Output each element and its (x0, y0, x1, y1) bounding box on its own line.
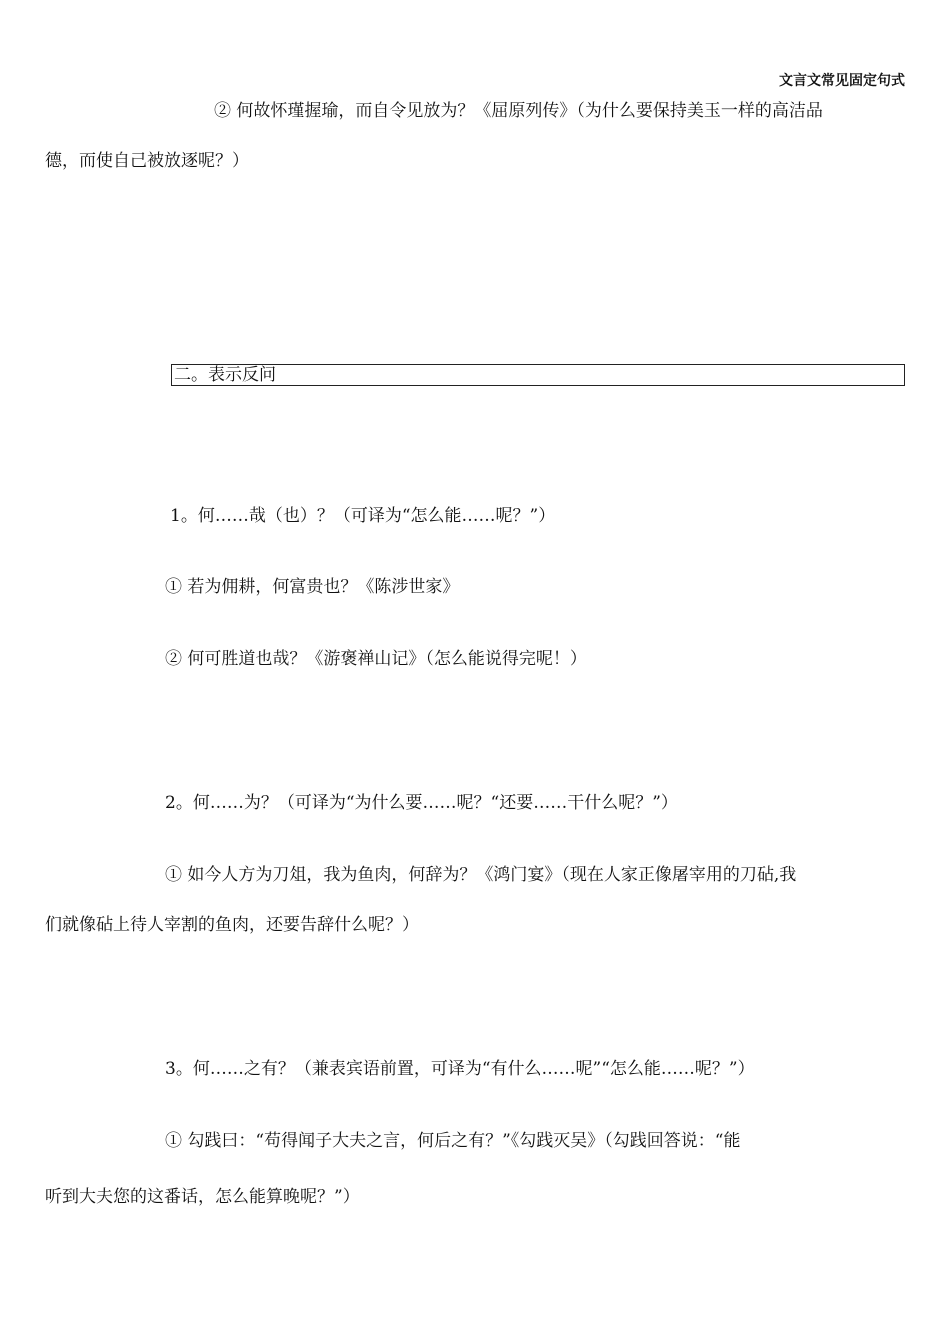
item-heading: 1。何……哉（也）？（可译为“怎么能……呢？”） (170, 506, 556, 526)
example-line: ② 何可胜道也哉？《游褒禅山记》（怎么能说得完呢！） (165, 649, 587, 669)
example-line: ① 若为佣耕，何富贵也？《陈涉世家》 (165, 577, 460, 597)
section-heading-box (171, 364, 905, 386)
intro-line-2: 德，而使自己被放逐呢？） (45, 151, 249, 171)
example-line: ① 如今人方为刀俎，我为鱼肉，何辞为？《鸿门宴》（现在人家正像屠宰用的刀砧,我 (165, 865, 797, 885)
document-header-title: 文言文常见固定句式 (779, 73, 905, 89)
example-line: ① 勾践曰：“苟得闻子大夫之言，何后之有？”《勾践灭吴》（勾践回答说：“能 (165, 1131, 741, 1151)
example-line: 们就像砧上待人宰割的鱼肉，还要告辞什么呢？） (45, 915, 419, 935)
intro-line-1: ② 何故怀瑾握瑜，而自令见放为？《屈原列传》（为什么要保持美玉一样的高洁品 (214, 101, 823, 121)
example-line: 听到大夫您的这番话，怎么能算晚呢？”） (45, 1187, 360, 1207)
item-heading: 3。何……之有？（兼表宾语前置，可译为“有什么……呢”“怎么能……呢？”） (165, 1059, 755, 1079)
section-heading: 二。表示反问 (174, 365, 276, 385)
item-heading: 2。何……为？（可译为“为什么要……呢？“还要……干什么呢？”） (165, 793, 678, 813)
